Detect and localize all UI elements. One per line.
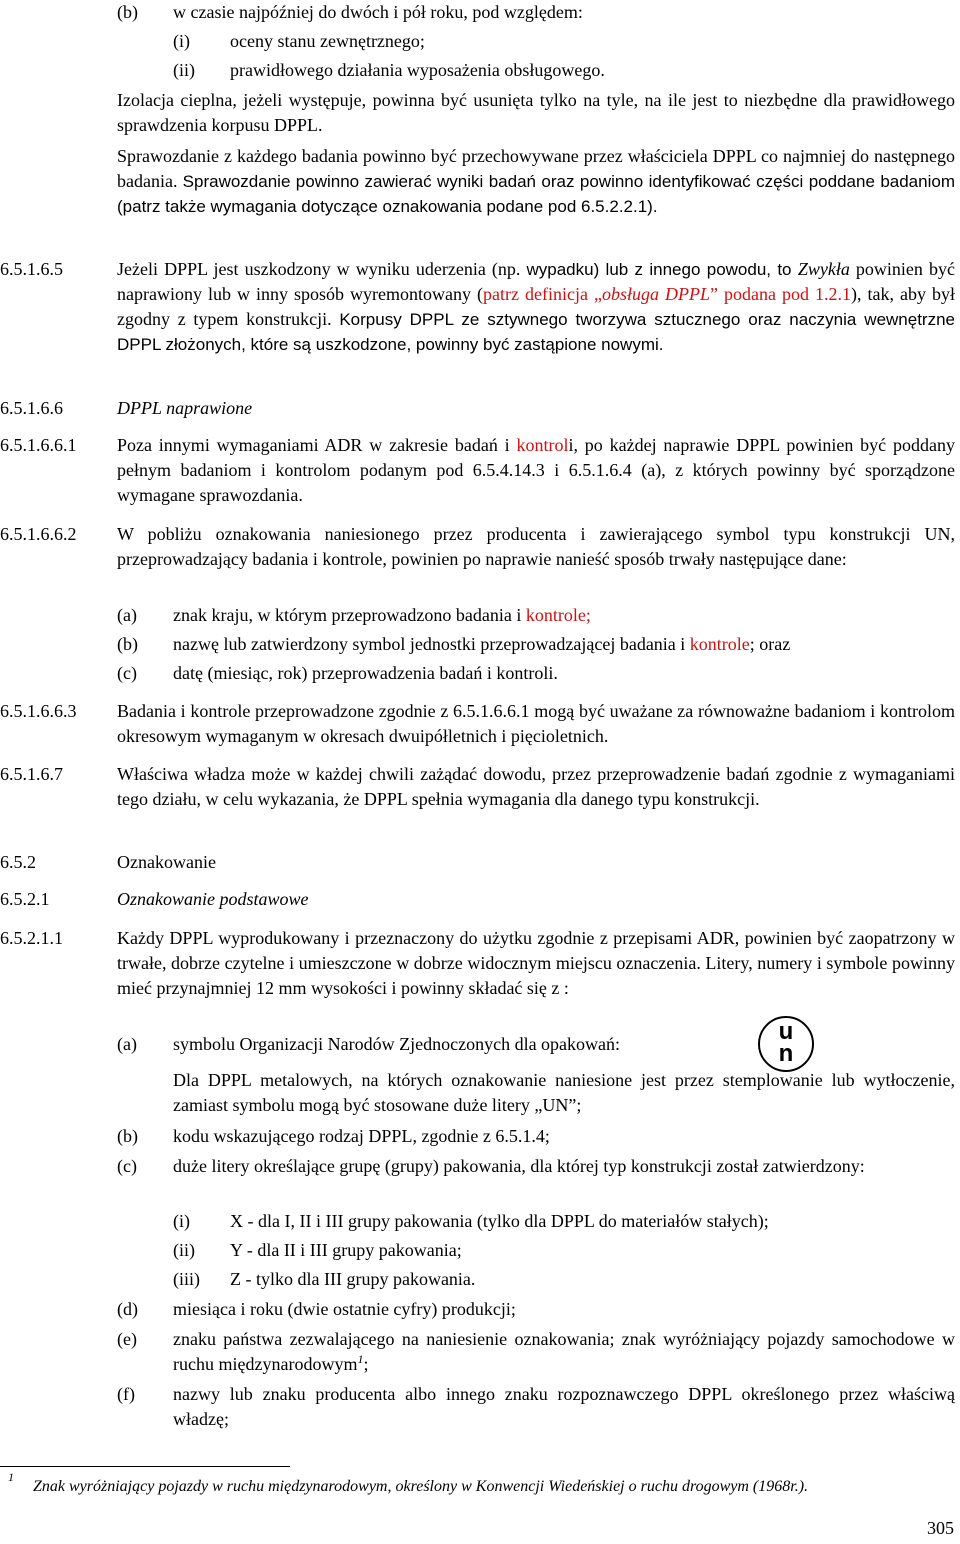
text-run-red: kontrol [516,435,569,455]
text-run: powinien być naprawiony lub w inny sposób wyremontowany ( [117,259,955,304]
list-item [173,603,591,628]
section-title: Oznakowanie [117,852,216,872]
item-b-text: w czasie najpóźniej do dwóch i pół roku, pod względem: [173,2,583,22]
list-label: (e) [117,1329,137,1349]
section-number: 6.5.1.6.6.3 [0,701,77,721]
section-6-5-1-6-6-1-text [117,433,955,508]
sublist-item: Y - dla II i III grupy pakowania; [230,1240,462,1260]
list-label: (c) [117,663,137,683]
list-item [173,1327,955,1377]
list-label: (f) [117,1384,135,1404]
paragraph-report [117,144,955,219]
footnote-text: Znak wyróżniający pojazdy w ruchu międzynarodowym, określony w Konwencji Wiedeńskiej o ruchu drogowym (1968r.). [33,1478,809,1495]
sublist-item: Z - tylko dla III grupy pakowania. [230,1269,476,1289]
text-run-red: patrz definicja „ [483,284,602,304]
list-label: (b) [117,634,138,654]
text-run: ), tak, aby był zgodny z typem konstrukcji. [117,284,955,329]
section-number: 6.5.1.6.6 [0,398,63,418]
section-6-5-1-6-5-text [117,257,955,357]
list-label: (a) [117,605,137,625]
list-item: symbolu Organizacji Narodów Zjednoczonych dla opakowań: [173,1034,621,1054]
text-run: Poza innymi wymaganiami ADR w zakresie badań i [117,435,517,455]
un-symbol-letter: u [778,1018,794,1045]
un-symbol-letter: n [778,1040,794,1067]
text-run: ; [363,1354,369,1374]
section-6-5-1-6-6-2-text: W pobliżu oznakowania naniesionego przez producenta i zawierającego symbol typu konstrukcji UN, przeprowadzający badania i kontrole, powinien po naprawie nanieść sposób trwały następujące dane: [117,524,955,569]
list-label: (d) [117,1299,138,1319]
item-b-label: (b) [117,2,138,22]
text-run: Jeżeli DPPL jest uszkodzony w wyniku uderzenia (np. [117,259,527,279]
text-run: nazwę lub zatwierdzony symbol jednostki przeprowadzającej badania i [173,634,690,654]
sublist-label: (ii) [173,1240,195,1260]
text-run-red: obsługa DPPL [601,284,710,304]
text-run-red: kontrole; [525,605,591,625]
paragraph-insulation: Izolacja cieplna, jeżeli występuje, powinna być usunięta tylko na tyle, na ile jest to niezbędne dla prawidłowego sprawdzenia korpusu DPPL. [117,90,955,135]
text-run-red: kontrole [689,634,750,654]
list-item: kodu wskazującego rodzaj DPPL, zgodnie z 6.5.1.4; [173,1126,550,1146]
footnote-mark: 1 [8,1470,14,1484]
item-ii-text: prawidłowego działania wyposażenia obsługowego. [230,60,605,80]
un-symbol-icon [758,1016,814,1072]
section-6-5-2-1-1-text: Każdy DPPL wyprodukowany i przeznaczony do użytku zgodnie z przepisami ADR, powinien być zaopatrzony w trwałe, dobrze czytelne i umieszczone w dobrze widocznym miejscu oznaczenia. Litery, numery i symbole powinny mieć przynajmniej 12 mm wysokości i powinny składać się z : [117,928,955,998]
text-run: Korpusy DPPL ze sztywnego tworzywa sztucznego oraz naczynia wewnętrzne DPPL złożonych, które są uszkodzone, powinny być zastąpione nowymi. [117,310,956,354]
report-sentence-1: Sprawozdanie z każdego badania powinno być przechowywane przez właściciela DPPL co najmniej do następnego badania. [117,146,955,191]
footnote-separator [0,1466,290,1467]
list-label: (c) [117,1156,137,1176]
sublist-label: (iii) [173,1269,200,1289]
section-number: 6.5.1.6.6.1 [0,435,77,455]
text-run: Zwykła [797,259,850,279]
section-number: 6.5.1.6.5 [0,259,63,279]
list-item: datę (miesiąc, rok) przeprowadzenia badań i kontroli. [173,663,558,683]
section-number: 6.5.2.1.1 [0,928,63,948]
section-title: Oznakowanie podstawowe [117,889,309,909]
section-number: 6.5.2.1 [0,889,50,909]
section-title: DPPL naprawione [117,398,253,418]
item-ii-label: (ii) [173,60,195,80]
sublist-item: X - dla I, II i III grupy pakowania (tylko dla DPPL do materiałów stałych); [230,1211,769,1231]
list-item-note: Dla DPPL metalowych, na których oznakowanie naniesione jest przez stemplowanie lub wytłoczenie, zamiast symbolu mogą być stosowane duże litery „UN”; [173,1070,955,1115]
page-number: 305 [927,1518,954,1538]
list-item: duże litery określające grupę (grupy) pakowania, dla której typ konstrukcji został zatwierdzony: [173,1156,865,1176]
section-number: 6.5.2 [0,852,36,872]
item-i-text: oceny stanu zewnętrznego; [230,31,425,51]
text-run: znaku państwa zezwalającego na naniesienie oznakowania; znak wyróżniający pojazdy samochodowe w ruchu międzynarodowym [173,1329,955,1374]
list-item: miesiąca i roku (dwie ostatnie cyfry) produkcji; [173,1299,516,1319]
list-item: nazwy lub znaku producenta albo innego znaku rozpoznawczego DPPL określonego przez właściwą władzę; [173,1384,955,1429]
text-run-red: ” podana pod 1.2.1 [709,284,851,304]
list-label: (a) [117,1034,137,1054]
text-run: i, po każdej naprawie DPPL powinien być poddany pełnym badaniom i kontrolom podanym pod 6.5.4.14.3 i 6.5.1.6.4 (a), z których powinny być sporządzone wymagane sprawozdania. [117,435,955,505]
list-label: (b) [117,1126,138,1146]
text-run: znak kraju, w którym przeprowadzono badania i [173,605,526,625]
text-run: wypadku) lub z innego powodu, to [526,260,798,279]
section-6-5-1-6-6-3-text: Badania i kontrole przeprowadzone zgodnie z 6.5.1.6.6.1 mogą być uważane za równoważne badaniom i kontrolom okresowym wymaganym w okresach dwuipółletnich i pięcioletnich. [117,701,955,746]
item-i-label: (i) [173,31,190,51]
report-sentence-2: Sprawozdanie powinno zawierać wyniki badań oraz powinno identyfikować części poddane badaniom (patrz także wymagania dotyczące oznakowania podane pod 6.5.2.2.1). [117,172,955,216]
footnote-ref[interactable]: 1 [357,1352,364,1366]
text-run: ; oraz [749,634,791,654]
sublist-label: (i) [173,1211,190,1231]
section-6-5-1-6-7-text: Właściwa władza może w każdej chwili zażądać dowodu, przez przeprowadzenie badań zgodnie z wymaganiami tego działu, w celu wykazania, że DPPL spełnia wymagania dla danego typu konstrukcji. [117,764,955,809]
list-item [173,632,790,657]
section-number: 6.5.1.6.6.2 [0,524,77,544]
section-number: 6.5.1.6.7 [0,764,63,784]
